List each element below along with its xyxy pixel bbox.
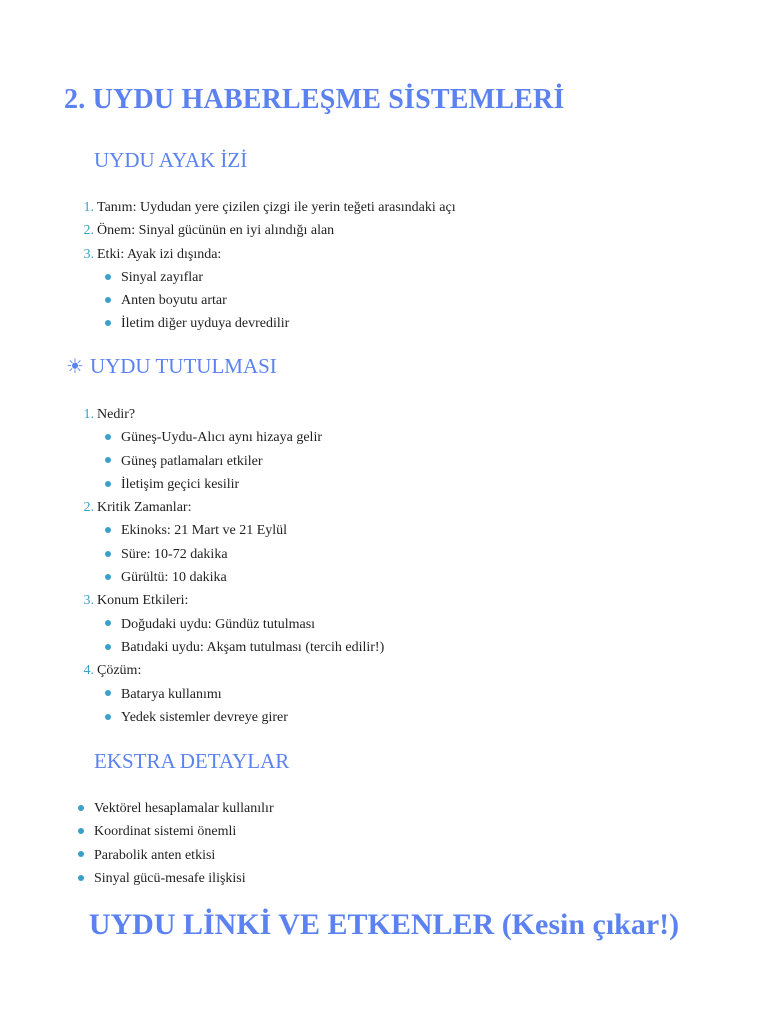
list-item: 1. Tanım: Uydudan yere çizilen çizgi ile yerin teğeti arasındaki açı [83, 200, 456, 215]
bullet-item: Gürültü: 10 dakika [78, 566, 384, 589]
list-item: 3. Etki: Ayak izi dışında: [83, 246, 222, 262]
bullet-icon [105, 434, 111, 440]
bullet-item: Koordinat sistemi önemli [78, 820, 274, 843]
bullet-item: Batıdaki uydu: Akşam tutulması (tercih edilir!) [78, 636, 384, 659]
bullet-item: Anten boyutu artar [78, 289, 456, 312]
bullet-icon [105, 320, 111, 326]
bullet-item: Ekinoks: 21 Mart ve 21 Eylül [78, 519, 384, 542]
bullet-icon [105, 574, 111, 580]
bullet-item: Batarya kullanımı [78, 683, 384, 706]
bullet-item: Doğudaki uydu: Gündüz tutulması [78, 613, 384, 636]
bullet-item: Süre: 10-72 dakika [78, 543, 384, 566]
bullet-icon [105, 274, 111, 280]
bullet-icon [78, 851, 84, 857]
bullet-icon [105, 714, 111, 720]
bullet-item: Parabolik anten etkisi [78, 844, 274, 867]
ayak-list [78, 196, 456, 336]
sun-icon: ☀ [66, 356, 84, 378]
bullet-item: Yedek sistemler devreye girer [78, 706, 384, 729]
bullet-item: Güneş-Uydu-Alıcı aynı hizaya gelir [78, 426, 384, 449]
page-title: 2. UYDU HABERLEŞME SİSTEMLERİ [64, 84, 565, 115]
section-heading-ayak: UYDU AYAK İZİ [94, 148, 248, 172]
list-item: 3. Konum Etkileri: [83, 593, 189, 609]
bullet-icon [105, 551, 111, 557]
bullet-item: Sinyal zayıflar [78, 266, 456, 289]
bullet-item: Sinyal gücü-mesafe ilişkisi [78, 867, 274, 890]
tutulma-list [78, 403, 384, 729]
bullet-item: İletim diğer uyduya devredilir [78, 312, 456, 335]
bullet-icon [105, 620, 111, 626]
list-item: 1. Nedir? [83, 407, 136, 422]
list-item: 4. Çözüm: [83, 663, 142, 679]
bullet-icon [105, 481, 111, 487]
bullet-item: Güneş patlamaları etkiler [78, 450, 384, 473]
bullet-item: İletişim geçici kesilir [78, 473, 384, 496]
section-heading-ekstra: EKSTRA DETAYLAR [94, 749, 290, 773]
ekstra-list [78, 797, 274, 890]
bullet-icon [105, 527, 111, 533]
section-heading-tutulma: ☀ UYDU TUTULMASI [66, 354, 277, 378]
bullet-icon [105, 457, 111, 463]
list-item: 2. Kritik Zamanlar: [83, 500, 192, 516]
bullet-icon [78, 828, 84, 834]
bullet-icon [78, 875, 84, 881]
bullet-icon [105, 690, 111, 696]
bullet-item: Vektörel hesaplamalar kullanılır [78, 797, 274, 820]
bullet-icon [105, 297, 111, 303]
list-item: 2. Önem: Sinyal gücünün en iyi alındığı alan [83, 223, 335, 239]
bullet-icon [105, 644, 111, 650]
bullet-icon [78, 805, 84, 811]
final-heading: UYDU LİNKİ VE ETKENLER (Kesin çıkar!) [88, 908, 680, 941]
